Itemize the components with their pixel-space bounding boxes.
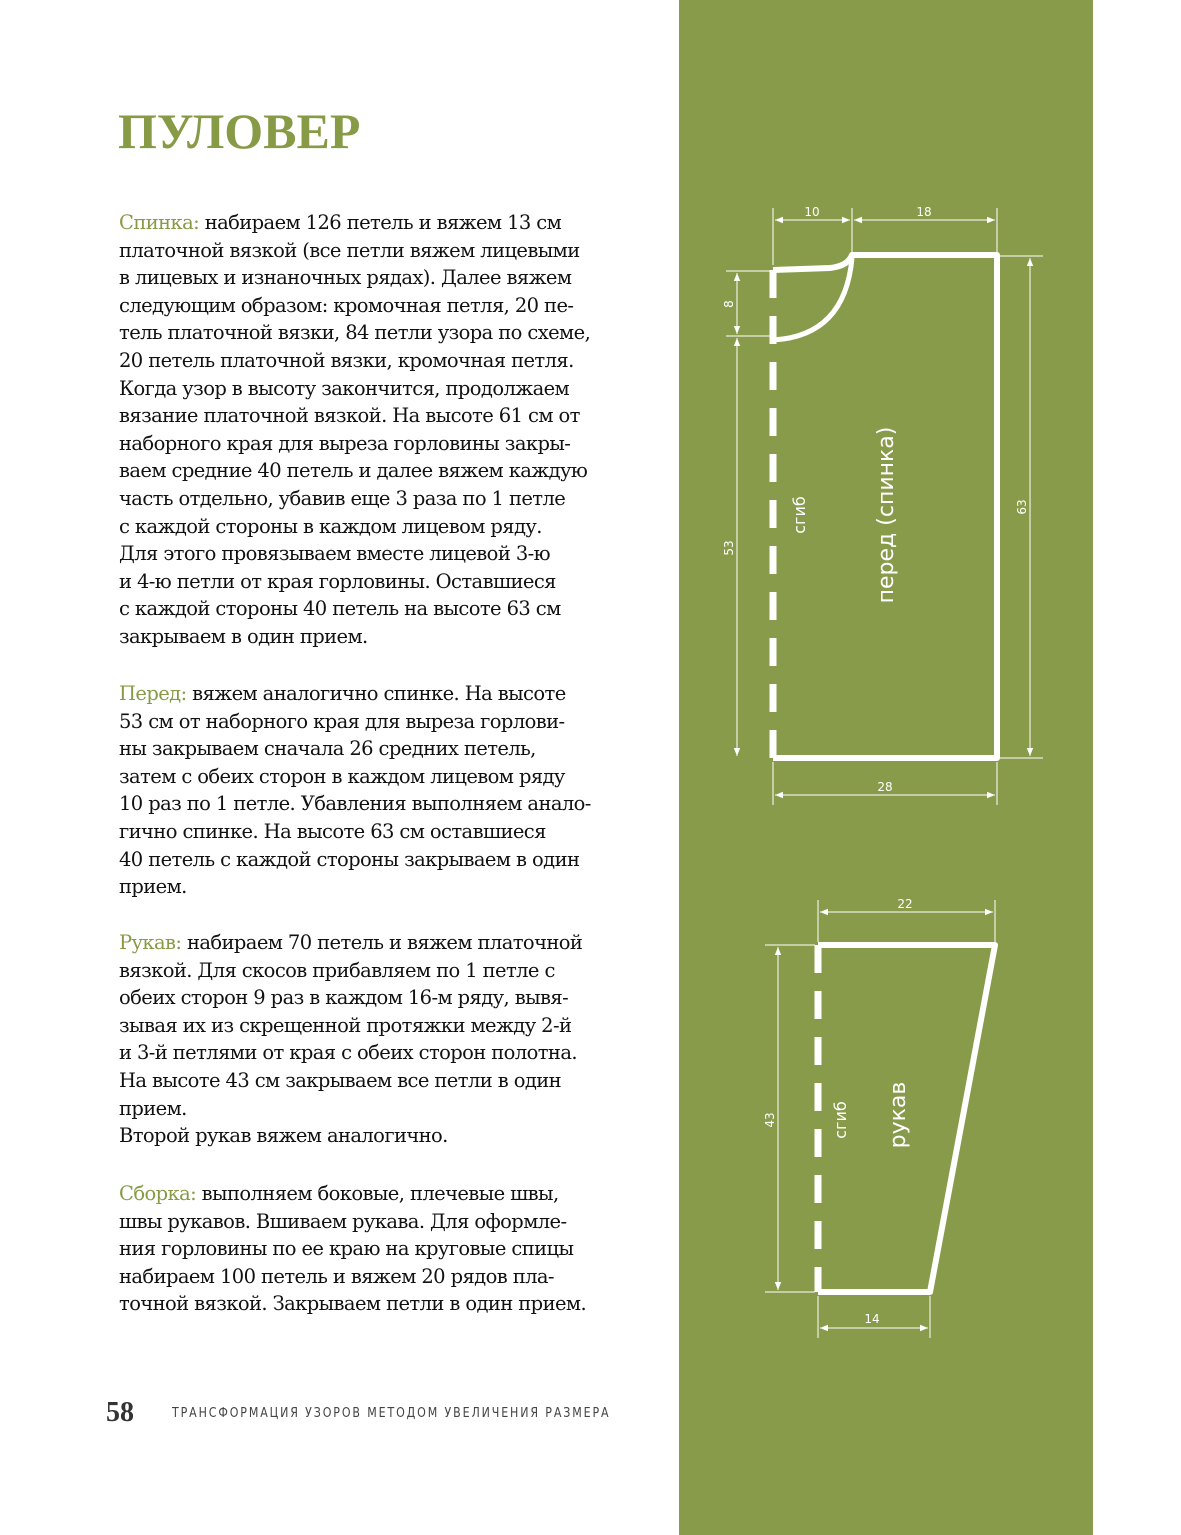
dim-neck-width: 10 xyxy=(804,205,820,219)
sleeve-piece xyxy=(765,900,995,1338)
dim-sleeve-height: 43 xyxy=(763,1112,777,1128)
page-title: ПУЛОВЕР xyxy=(118,103,361,159)
front-piece-label: перед (спинка) xyxy=(874,426,899,604)
section-label: Спинка: xyxy=(119,211,200,234)
section-text: набираем 70 петель и вяжем платочной вязкой. Для скосов прибавляем по 1 петле с обеих сторон 9 раз в каждом 16-м ряду, вывя- зывая их из скрещенной протяжки между 2-й и 3-й петлями от края с обеих сторон полотна. На высоте 43 см закрываем все петли в один прием. Второй рукав вяжем аналогично. xyxy=(119,931,583,1148)
dim-shoulder: 18 xyxy=(916,205,932,219)
section-text: вяжем аналогично спинке. На высоте 53 см от наборного края для выреза горлови- ны закрываем сначала 26 средних петель, затем с обеих сторон в каждом лицевом ряду 10 раз по 1 петле. Убавления выполняем анало- гично спинке. На высоте 63 см оставшиеся 40 петель с каждой стороны закрываем в один прием. xyxy=(119,682,591,899)
running-title: ТРАНСФОРМАЦИЯ УЗОРОВ МЕТОДОМ УВЕЛИЧЕНИЯ РАЗМЕРА xyxy=(172,1406,611,1421)
dim-to-neck: 53 xyxy=(722,540,736,556)
section-label: Перед: xyxy=(119,682,187,705)
dim-sleeve-top: 22 xyxy=(897,897,913,911)
section-text: выполняем боковые, плечевые швы, швы рукавов. Вшиваем рукава. Для оформле- ния горловины по ее краю на круговые спицы набираем 100 петель и вяжем 20 рядов пла- точной вязкой. Закрываем петли в один прием. xyxy=(119,1182,587,1316)
front-fold-label: сгиб xyxy=(790,496,809,534)
dim-width: 28 xyxy=(877,780,893,794)
dim-neck-depth: 8 xyxy=(722,300,736,308)
section-text: набираем 126 петель и вяжем 13 см платочной вязкой (все петли вяжем лицевыми в лицевых и изнаночных рядах). Далее вяжем следующим образом: кромочная петля, 20 пе- тель платочной вязки, 84 петли узора по схеме, 20 петель платочной вязки, кромочная петля. Когда узор в высоту закончится, продолжаем вязание платочной вязкой. На высоте 61 см от наборного края для выреза горловины закры- ваем средние 40 петель и далее вяжем каждую часть отдельно, убавив еще 3 раза по 1 петле с каждой стороны в каждом лицевом ряду. Для этого провязываем вместе лицевой 3-ю и 4-ю петли от края горловины. Оставшиеся с каждой стороны 40 петель на высоте 63 см закрываем в один прием. xyxy=(119,211,591,648)
dim-sleeve-bottom: 14 xyxy=(864,1312,880,1326)
sleeve-piece-label: рукав xyxy=(886,1081,911,1149)
sleeve-fold-label: сгиб xyxy=(831,1101,850,1139)
dim-height: 63 xyxy=(1015,499,1029,515)
page-number: 58 xyxy=(106,1397,134,1428)
section-label: Сборка: xyxy=(119,1182,197,1205)
section-label: Рукав: xyxy=(119,931,182,954)
